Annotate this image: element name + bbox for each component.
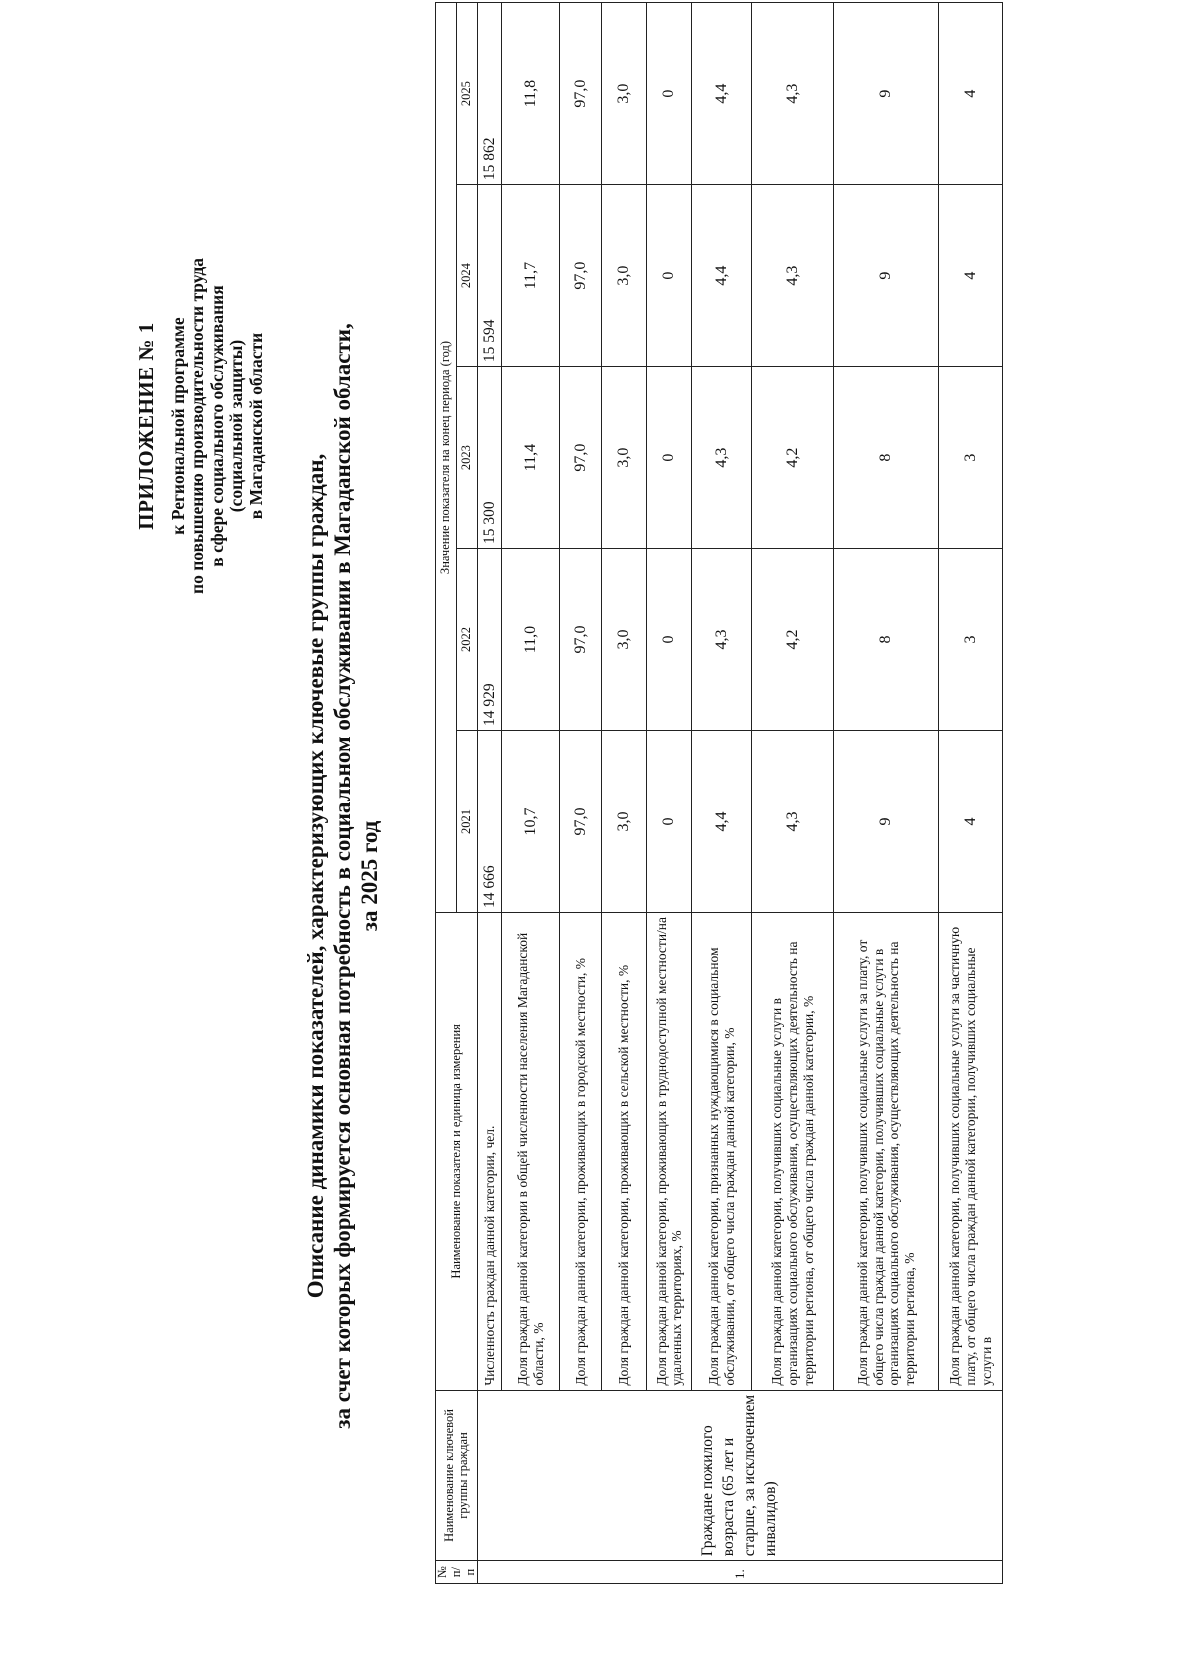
table-row <box>939 3 1003 1584</box>
value-cell: 9 <box>834 731 939 913</box>
value-cell: 4,3 <box>692 549 752 731</box>
value-cell: 11,8 <box>502 3 560 185</box>
table-row <box>647 3 692 1584</box>
indicator-name: Доля граждан данной категории, признанных нуждающимися в социальном обслуживании, от общего числа граждан данной категории, % <box>692 912 752 1390</box>
value-cell: 0 <box>647 367 692 549</box>
indicator-name: Доля граждан данной категории, проживающих в труднодоступной местности/на удаленных территориях, % <box>647 912 692 1390</box>
value-cell: 4 <box>939 731 1003 913</box>
value-cell: 4,3 <box>692 367 752 549</box>
value-cell: 15 594 <box>478 185 502 367</box>
value-cell: 14 666 <box>478 731 502 913</box>
appendix-line: к Региональной программе <box>167 317 188 535</box>
value-cell: 11,4 <box>502 367 560 549</box>
appendix-line: (социальной защиты) <box>226 339 247 513</box>
value-cell: 0 <box>647 731 692 913</box>
indicator-name: Доля граждан данной категории, получивших социальные услуги в организациях социального обслуживания, осуществляющих деятельность на территории региона, от общего числа граждан данной категории, % <box>752 912 834 1390</box>
value-cell: 4,2 <box>752 367 834 549</box>
appendix-line: в Магаданской области <box>245 332 266 520</box>
appendix-title: ПРИЛОЖЕНИЕ № 1 <box>134 322 158 530</box>
value-cell: 4,2 <box>752 549 834 731</box>
appendix-line: в сфере социального обслуживания <box>206 285 227 567</box>
appendix-header <box>135 216 266 636</box>
header-year: 2024 <box>457 185 478 367</box>
value-cell: 3,0 <box>602 549 647 731</box>
group-name: Граждане пожилого возраста (65 лет и старше, за исключением инвалидов) <box>478 1390 1003 1561</box>
value-cell: 4,4 <box>692 731 752 913</box>
table-row <box>502 3 560 1584</box>
indicator-name: Доля граждан данной категории, получивших социальные услуги за частичную плату, от общего числа граждан данной категории, получивших социальные услуги в <box>939 912 1003 1390</box>
value-cell: 15 300 <box>478 367 502 549</box>
value-cell: 4,3 <box>752 3 834 185</box>
header-values: Значение показателя на конец периода (год) <box>436 3 457 913</box>
header-num: № п/п <box>436 1561 478 1584</box>
document-title <box>302 186 383 1566</box>
header-year: 2021 <box>457 731 478 913</box>
indicators-table <box>435 2 1003 1584</box>
value-cell: 97,0 <box>560 185 602 367</box>
value-cell: 4,3 <box>752 185 834 367</box>
value-cell: 11,7 <box>502 185 560 367</box>
value-cell: 8 <box>834 549 939 731</box>
indicator-name: Доля граждан данной категории, проживающих в сельской местности, % <box>602 912 647 1390</box>
value-cell: 9 <box>834 3 939 185</box>
value-cell: 97,0 <box>560 3 602 185</box>
row-number: 1. <box>478 1561 1003 1584</box>
value-cell: 97,0 <box>560 367 602 549</box>
value-cell: 9 <box>834 185 939 367</box>
indicator-name: Доля граждан данной категории, проживающих в городской местности, % <box>560 912 602 1390</box>
table-row <box>834 3 939 1584</box>
indicator-name: Доля граждан данной категории, получивших социальные услуги за плату, от общего числа граждан данной категории, получивших социальные услуги в организациях социального обслуживания, осуществляющих деятельность на территории региона, % <box>834 912 939 1390</box>
header-year: 2023 <box>457 367 478 549</box>
value-cell: 3,0 <box>602 731 647 913</box>
value-cell: 11,0 <box>502 549 560 731</box>
table-row <box>602 3 647 1584</box>
value-cell: 97,0 <box>560 549 602 731</box>
value-cell: 10,7 <box>502 731 560 913</box>
table-row <box>560 3 602 1584</box>
indicator-name: Численность граждан данной категории, чел. <box>478 912 502 1390</box>
header-group: Наименование ключевой группы граждан <box>436 1390 478 1561</box>
header-indicator: Наименование показателя и единица измерения <box>436 912 478 1390</box>
value-cell: 15 862 <box>478 3 502 185</box>
value-cell: 4,4 <box>692 185 752 367</box>
value-cell: 0 <box>647 3 692 185</box>
value-cell: 4 <box>939 185 1003 367</box>
appendix-line: по повышению производительности труда <box>187 257 208 595</box>
value-cell: 3 <box>939 549 1003 731</box>
indicator-name: Доля граждан данной категории в общей численности населения Магаданской области, % <box>502 912 560 1390</box>
value-cell: 3,0 <box>602 3 647 185</box>
value-cell: 4,4 <box>692 3 752 185</box>
table-row <box>692 3 752 1584</box>
title-line: за 2025 год <box>357 820 383 932</box>
value-cell: 97,0 <box>560 731 602 913</box>
table-row <box>478 3 502 1584</box>
header-year: 2025 <box>457 3 478 185</box>
header-year: 2022 <box>457 549 478 731</box>
value-cell: 3,0 <box>602 185 647 367</box>
table-row <box>752 3 834 1584</box>
title-line: за счет которых формируется основная потребность в социальном обслуживании в Магаданской области, <box>330 323 356 1429</box>
value-cell: 3 <box>939 367 1003 549</box>
value-cell: 0 <box>647 185 692 367</box>
value-cell: 14 929 <box>478 549 502 731</box>
title-line: Описание динамики показателей, характеризующих ключевые группы граждан, <box>303 453 328 1299</box>
value-cell: 3,0 <box>602 367 647 549</box>
value-cell: 4,3 <box>752 731 834 913</box>
value-cell: 4 <box>939 3 1003 185</box>
value-cell: 8 <box>834 367 939 549</box>
value-cell: 0 <box>647 549 692 731</box>
